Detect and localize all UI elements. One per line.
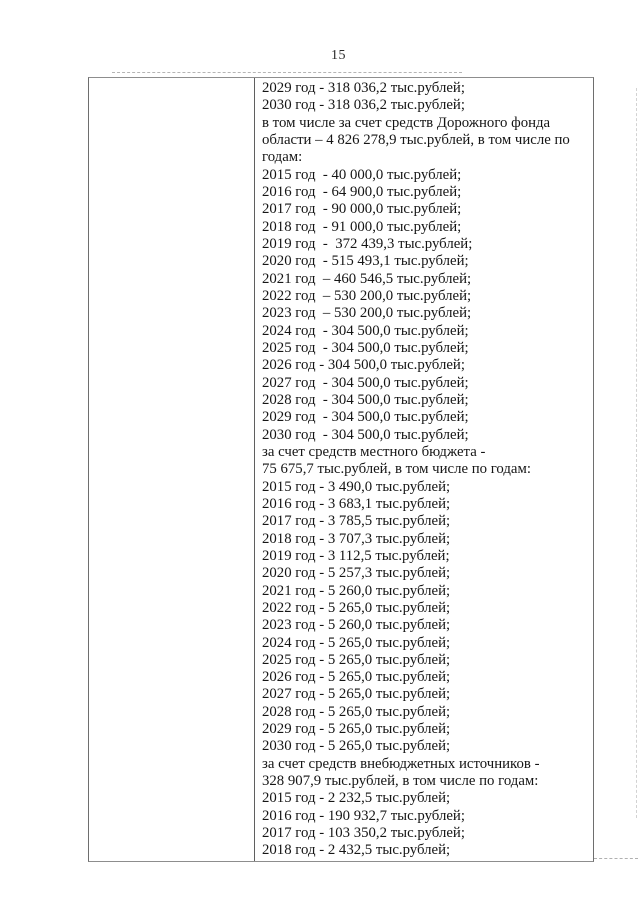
text-line: 2026 год - 5 265,0 тыс.рублей; xyxy=(262,669,451,686)
text-line: 328 907,9 тыс.рублей, в том числе по годам: xyxy=(262,773,539,790)
text-line: 2030 год - 5 265,0 тыс.рублей; xyxy=(262,738,451,755)
text-line: за счет средств местного бюджета - xyxy=(262,443,486,460)
text-line: 2029 год - 304 500,0 тыс.рублей; xyxy=(262,409,469,426)
text-line: 2020 год - 515 493,1 тыс.рублей; xyxy=(262,253,469,270)
text-line: 2023 год – 530 200,0 тыс.рублей; xyxy=(262,305,472,322)
text-line: 2019 год - 372 439,3 тыс.рублей; xyxy=(262,235,473,252)
text-line: 2017 год - 3 785,5 тыс.рублей; xyxy=(262,513,451,530)
text-line: 2018 год - 91 000,0 тыс.рублей; xyxy=(262,218,462,235)
text-line: 2024 год - 5 265,0 тыс.рублей; xyxy=(262,634,451,651)
text-line: 2027 год - 5 265,0 тыс.рублей; xyxy=(262,686,451,703)
text-line: 2016 год - 64 900,0 тыс.рублей; xyxy=(262,183,462,200)
text-line: 2016 год - 190 932,7 тыс.рублей; xyxy=(262,807,465,824)
text-line: 2021 год – 460 546,5 тыс.рублей; xyxy=(262,270,472,287)
budget-table xyxy=(88,77,594,862)
text-line: 2025 год - 304 500,0 тыс.рублей; xyxy=(262,339,469,356)
text-line: в том числе за счет средств Дорожного фонда xyxy=(262,114,551,131)
text-line: 2015 год - 40 000,0 тыс.рублей; xyxy=(262,166,462,183)
text-line: 2016 год - 3 683,1 тыс.рублей; xyxy=(262,495,451,512)
text-line: 2028 год - 5 265,0 тыс.рублей; xyxy=(262,703,451,720)
text-line: 2028 год - 304 500,0 тыс.рублей; xyxy=(262,391,469,408)
page-number: 15 xyxy=(331,48,346,63)
text-line: 2015 год - 3 490,0 тыс.рублей; xyxy=(262,478,451,495)
text-line: 2022 год - 5 265,0 тыс.рублей; xyxy=(262,599,451,616)
text-line: 2026 год - 304 500,0 тыс.рублей; xyxy=(262,357,465,374)
text-line: 2029 год - 318 036,2 тыс.рублей; xyxy=(262,80,465,96)
text-line: 2020 год - 5 257,3 тыс.рублей; xyxy=(262,565,451,582)
table-cell-right xyxy=(255,78,593,861)
text-line: 2017 год - 103 350,2 тыс.рублей; xyxy=(262,825,465,842)
scan-artifact-right-edge xyxy=(636,88,637,818)
scan-artifact-top xyxy=(112,72,462,73)
text-line: 75 675,7 тыс.рублей, в том числе по годам: xyxy=(262,461,531,478)
text-line: 2027 год - 304 500,0 тыс.рублей; xyxy=(262,374,469,391)
text-line: 2017 год - 90 000,0 тыс.рублей; xyxy=(262,201,462,218)
text-line: 2021 год - 5 260,0 тыс.рублей; xyxy=(262,582,451,599)
text-line: 2030 год - 318 036,2 тыс.рублей; xyxy=(262,97,465,114)
text-line: 2018 год - 2 432,5 тыс.рублей; xyxy=(262,842,451,859)
text-line: 2023 год - 5 260,0 тыс.рублей; xyxy=(262,617,451,634)
text-line: годам: xyxy=(262,149,303,166)
text-line: 2015 год - 2 232,5 тыс.рублей; xyxy=(262,790,451,807)
text-line: 2024 год - 304 500,0 тыс.рублей; xyxy=(262,322,469,339)
text-line: 2029 год - 5 265,0 тыс.рублей; xyxy=(262,721,451,738)
text-line: 2025 год - 5 265,0 тыс.рублей; xyxy=(262,651,451,668)
text-line: области – 4 826 278,9 тыс.рублей, в том числе по xyxy=(262,131,570,148)
text-line: 2030 год - 304 500,0 тыс.рублей; xyxy=(262,426,469,443)
table-cell-left xyxy=(89,78,255,861)
text-line: 2018 год - 3 707,3 тыс.рублей; xyxy=(262,530,451,547)
scan-artifact-bottom-right xyxy=(594,858,638,859)
text-line: 2022 год – 530 200,0 тыс.рублей; xyxy=(262,287,472,304)
text-line: за счет средств внебюджетных источников - xyxy=(262,755,540,772)
text-line: 2019 год - 3 112,5 тыс.рублей; xyxy=(262,547,450,564)
